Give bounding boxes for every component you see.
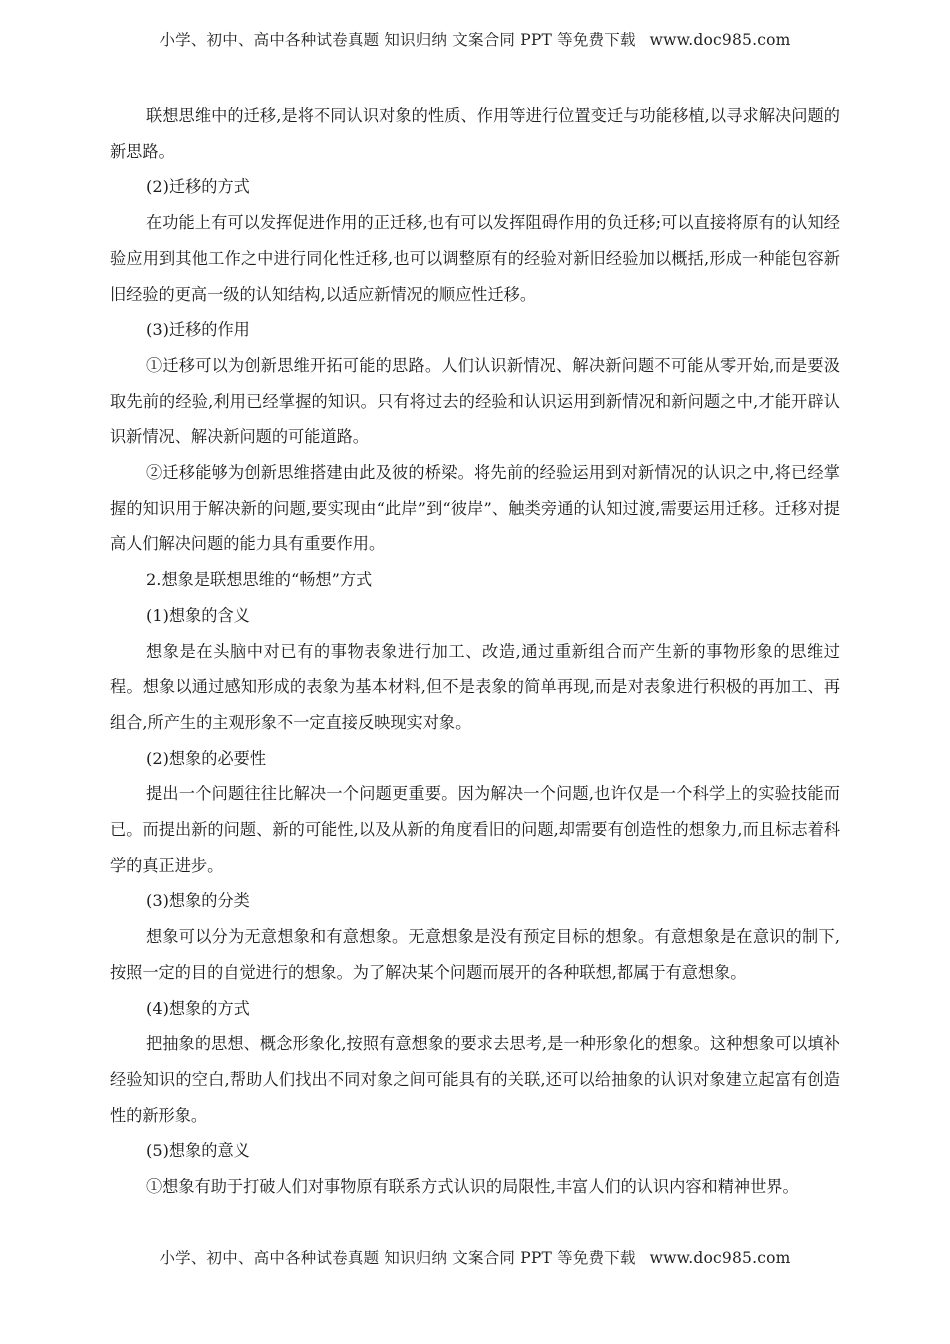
body-content [110,98,840,1205]
section-heading: 2.想象是联想思维的“畅想”方式 [146,570,373,590]
paragraph: 想象是在头脑中对已有的事物表象进行加工、改造,通过重新组合而产生新的事物形象的思维过程。想象以通过感知形成的表象为基本材料,但不是表象的简单再现,而是对表象进行积极的再加工、再组合,所产生的主观形象不一定直接反映现实对象。 [110,641,840,732]
section-heading: (4)想象的方式 [146,998,250,1018]
section-heading: (5)想象的意义 [146,1141,250,1161]
paragraph: 在功能上有可以发挥促进作用的正迁移,也有可以发挥阻碍作用的负迁移;可以直接将原有的认知经验应用到其他工作之中进行同化性迁移,也可以调整原有的经验对新旧经验加以概括,形成一种能包容新旧经验的更高一级的认知结构,以适应新情况的顺应性迁移。 [110,213,840,304]
paragraph: 想象可以分为无意想象和有意想象。无意想象是没有预定目标的想象。有意想象是在意识的制下,按照一定的目的自觉进行的想象。为了解决某个问题而展开的各种联想,都属于有意想象。 [110,927,840,982]
section-heading: (1)想象的含义 [146,605,250,625]
header-text: 小学、初中、高中各种试卷真题 知识归纳 文案合同 PPT 等免费下载 [159,31,636,49]
header-site-link[interactable]: www.doc985.com [649,31,791,49]
footer-text: 小学、初中、高中各种试卷真题 知识归纳 文案合同 PPT 等免费下载 [159,1249,636,1267]
paragraph: 提出一个问题往往比解决一个问题更重要。因为解决一个问题,也许仅是一个科学上的实验技能而已。而提出新的问题、新的可能性,以及从新的角度看旧的问题,却需要有创造性的想象力,而且标志着科学的真正进步。 [110,784,840,875]
section-heading: (3)迁移的作用 [146,320,250,340]
paragraph: ①迁移可以为创新思维开拓可能的思路。人们认识新情况、解决新问题不可能从零开始,而是要汲取先前的经验,利用已经掌握的知识。只有将过去的经验和认识运用到新情况和新问题之中,才能开辟认识新情况、解决新问题的可能道路。 [110,355,840,447]
paragraph: 联想思维中的迁移,是将不同认识对象的性质、作用等进行位置变迁与功能移植,以寻求解决问题的新思路。 [110,106,840,161]
section-heading: (2)想象的必要性 [146,748,267,768]
page-footer [0,1246,950,1268]
section-heading: (3)想象的分类 [146,891,250,911]
page-header [0,28,950,50]
paragraph: ②迁移能够为创新思维搭建由此及彼的桥梁。将先前的经验运用到对新情况的认识之中,将已经掌握的知识用于解决新的问题,要实现由“此岸”到“彼岸”、触类旁通的认知过渡,需要运用迁移。迁移对提高人们解决问题的能力具有重要作用。 [110,463,840,554]
footer-site-link[interactable]: www.doc985.com [649,1249,791,1267]
paragraph: ①想象有助于打破人们对事物原有联系方式认识的局限性,丰富人们的认识内容和精神世界。 [146,1177,799,1197]
section-heading: (2)迁移的方式 [146,177,250,197]
paragraph: 把抽象的思想、概念形象化,按照有意想象的要求去思考,是一种形象化的想象。这种想象可以填补经验知识的空白,帮助人们找出不同对象之间可能具有的关联,还可以给抽象的认识对象建立起富有创造性的新形象。 [110,1034,840,1125]
